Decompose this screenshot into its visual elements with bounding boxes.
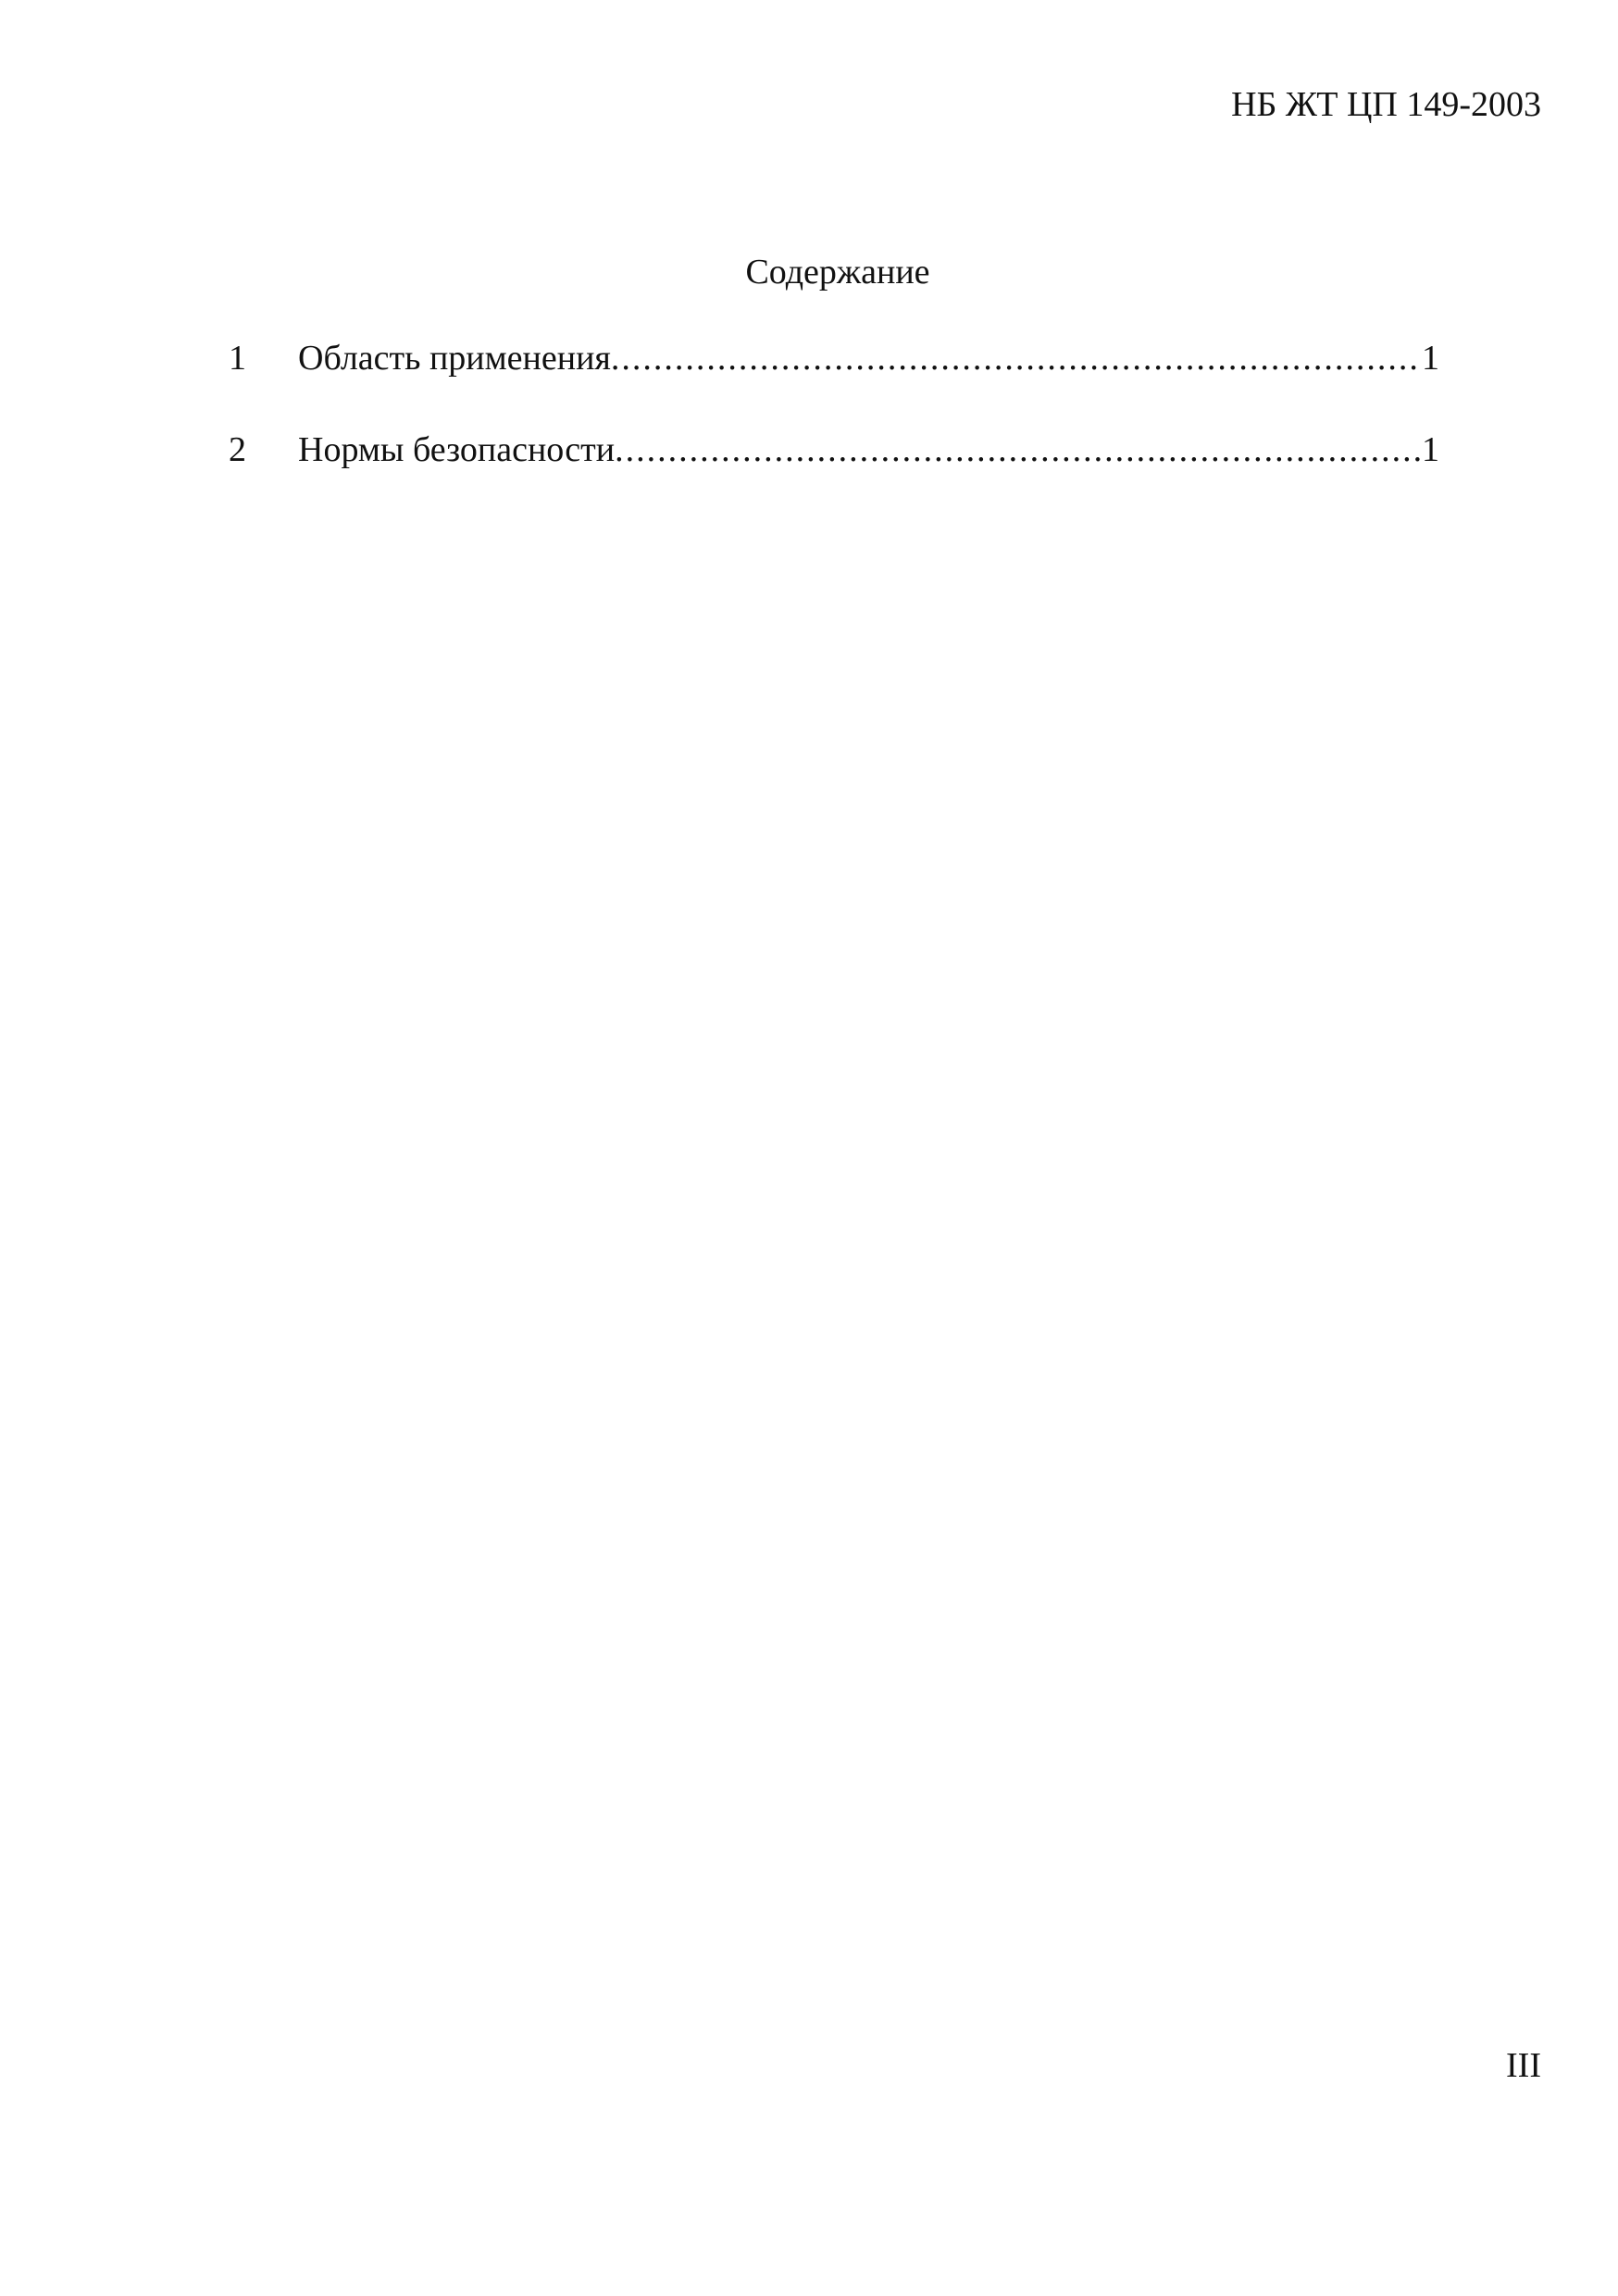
toc-dot-leader: [611, 341, 1420, 376]
page-number: III: [1506, 2046, 1541, 2085]
document-code: НБ ЖТ ЦП 149-2003: [1231, 85, 1541, 124]
table-of-contents: [229, 341, 1439, 524]
toc-dot-leader: [615, 432, 1420, 467]
toc-entry-1: [229, 341, 1439, 432]
toc-entry-number: 1: [229, 339, 246, 378]
toc-entry-2: [229, 432, 1439, 524]
toc-entry-title: Область применения: [298, 339, 611, 378]
toc-title: Содержание: [745, 253, 930, 292]
toc-entry-title: Нормы безопасности: [298, 430, 616, 469]
toc-entry-page: 1: [1422, 430, 1439, 469]
toc-entry-number: 2: [229, 430, 246, 469]
toc-entry-page: 1: [1422, 339, 1439, 378]
